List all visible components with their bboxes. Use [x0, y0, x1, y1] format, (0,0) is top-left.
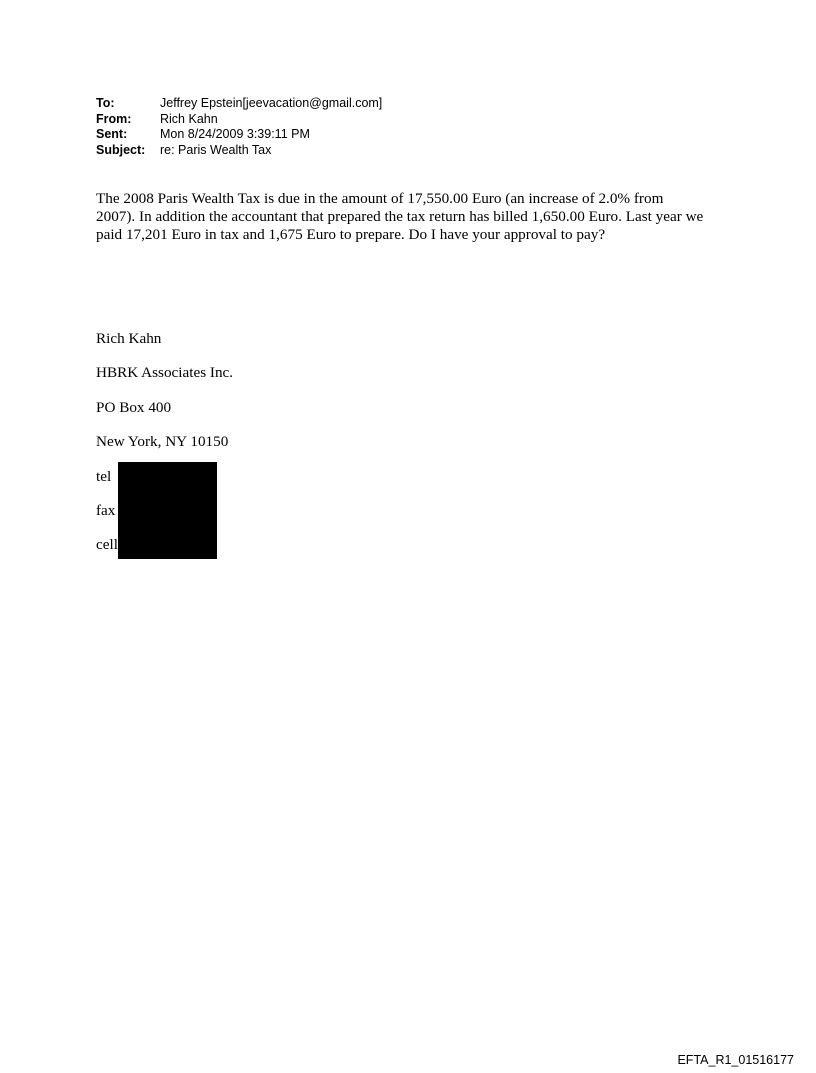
header-sent-row — [96, 127, 382, 143]
signature-cell-label: cell — [96, 536, 118, 554]
header-to-value: Jeffrey Epstein[jeevacation@gmail.com] — [160, 96, 383, 110]
email-body-paragraph: The 2008 Paris Wealth Tax is due in the amount of 17,550.00 Euro (an increase of 2.0% from 2007). In addition the accountant that prepared the tax return has billed 1,650.00 Euro. Last year we paid 17,201 Euro in tax and 1,675 Euro to prepare. Do I have your approval to pay? — [96, 190, 704, 243]
signature-fax-label: fax — [96, 501, 116, 519]
header-from-label: From: — [96, 111, 132, 126]
header-from-row — [96, 112, 382, 128]
signature-company: HBRK Associates Inc. — [96, 364, 234, 382]
header-subject-label: Subject: — [96, 142, 146, 157]
header-to-row — [96, 96, 382, 112]
header-subject-row — [96, 143, 382, 159]
signature-tel-label: tel — [96, 467, 112, 485]
header-from-value: Rich Kahn — [160, 111, 218, 126]
email-header — [96, 96, 382, 158]
signature-name: Rich Kahn — [96, 330, 162, 347]
header-sent-value: Mon 8/24/2009 3:39:11 PM — [160, 127, 310, 141]
redaction-block — [118, 462, 217, 559]
header-to-label: To: — [96, 96, 115, 110]
header-sent-label: Sent: — [96, 127, 128, 141]
header-subject-value: re: Paris Wealth Tax — [160, 142, 272, 157]
document-id: EFTA_R1_01516177 — [677, 1053, 794, 1067]
signature-address-line-1: PO Box 400 — [96, 398, 172, 416]
signature-address-line-2: New York, NY 10150 — [96, 433, 229, 451]
email-body — [96, 190, 706, 244]
